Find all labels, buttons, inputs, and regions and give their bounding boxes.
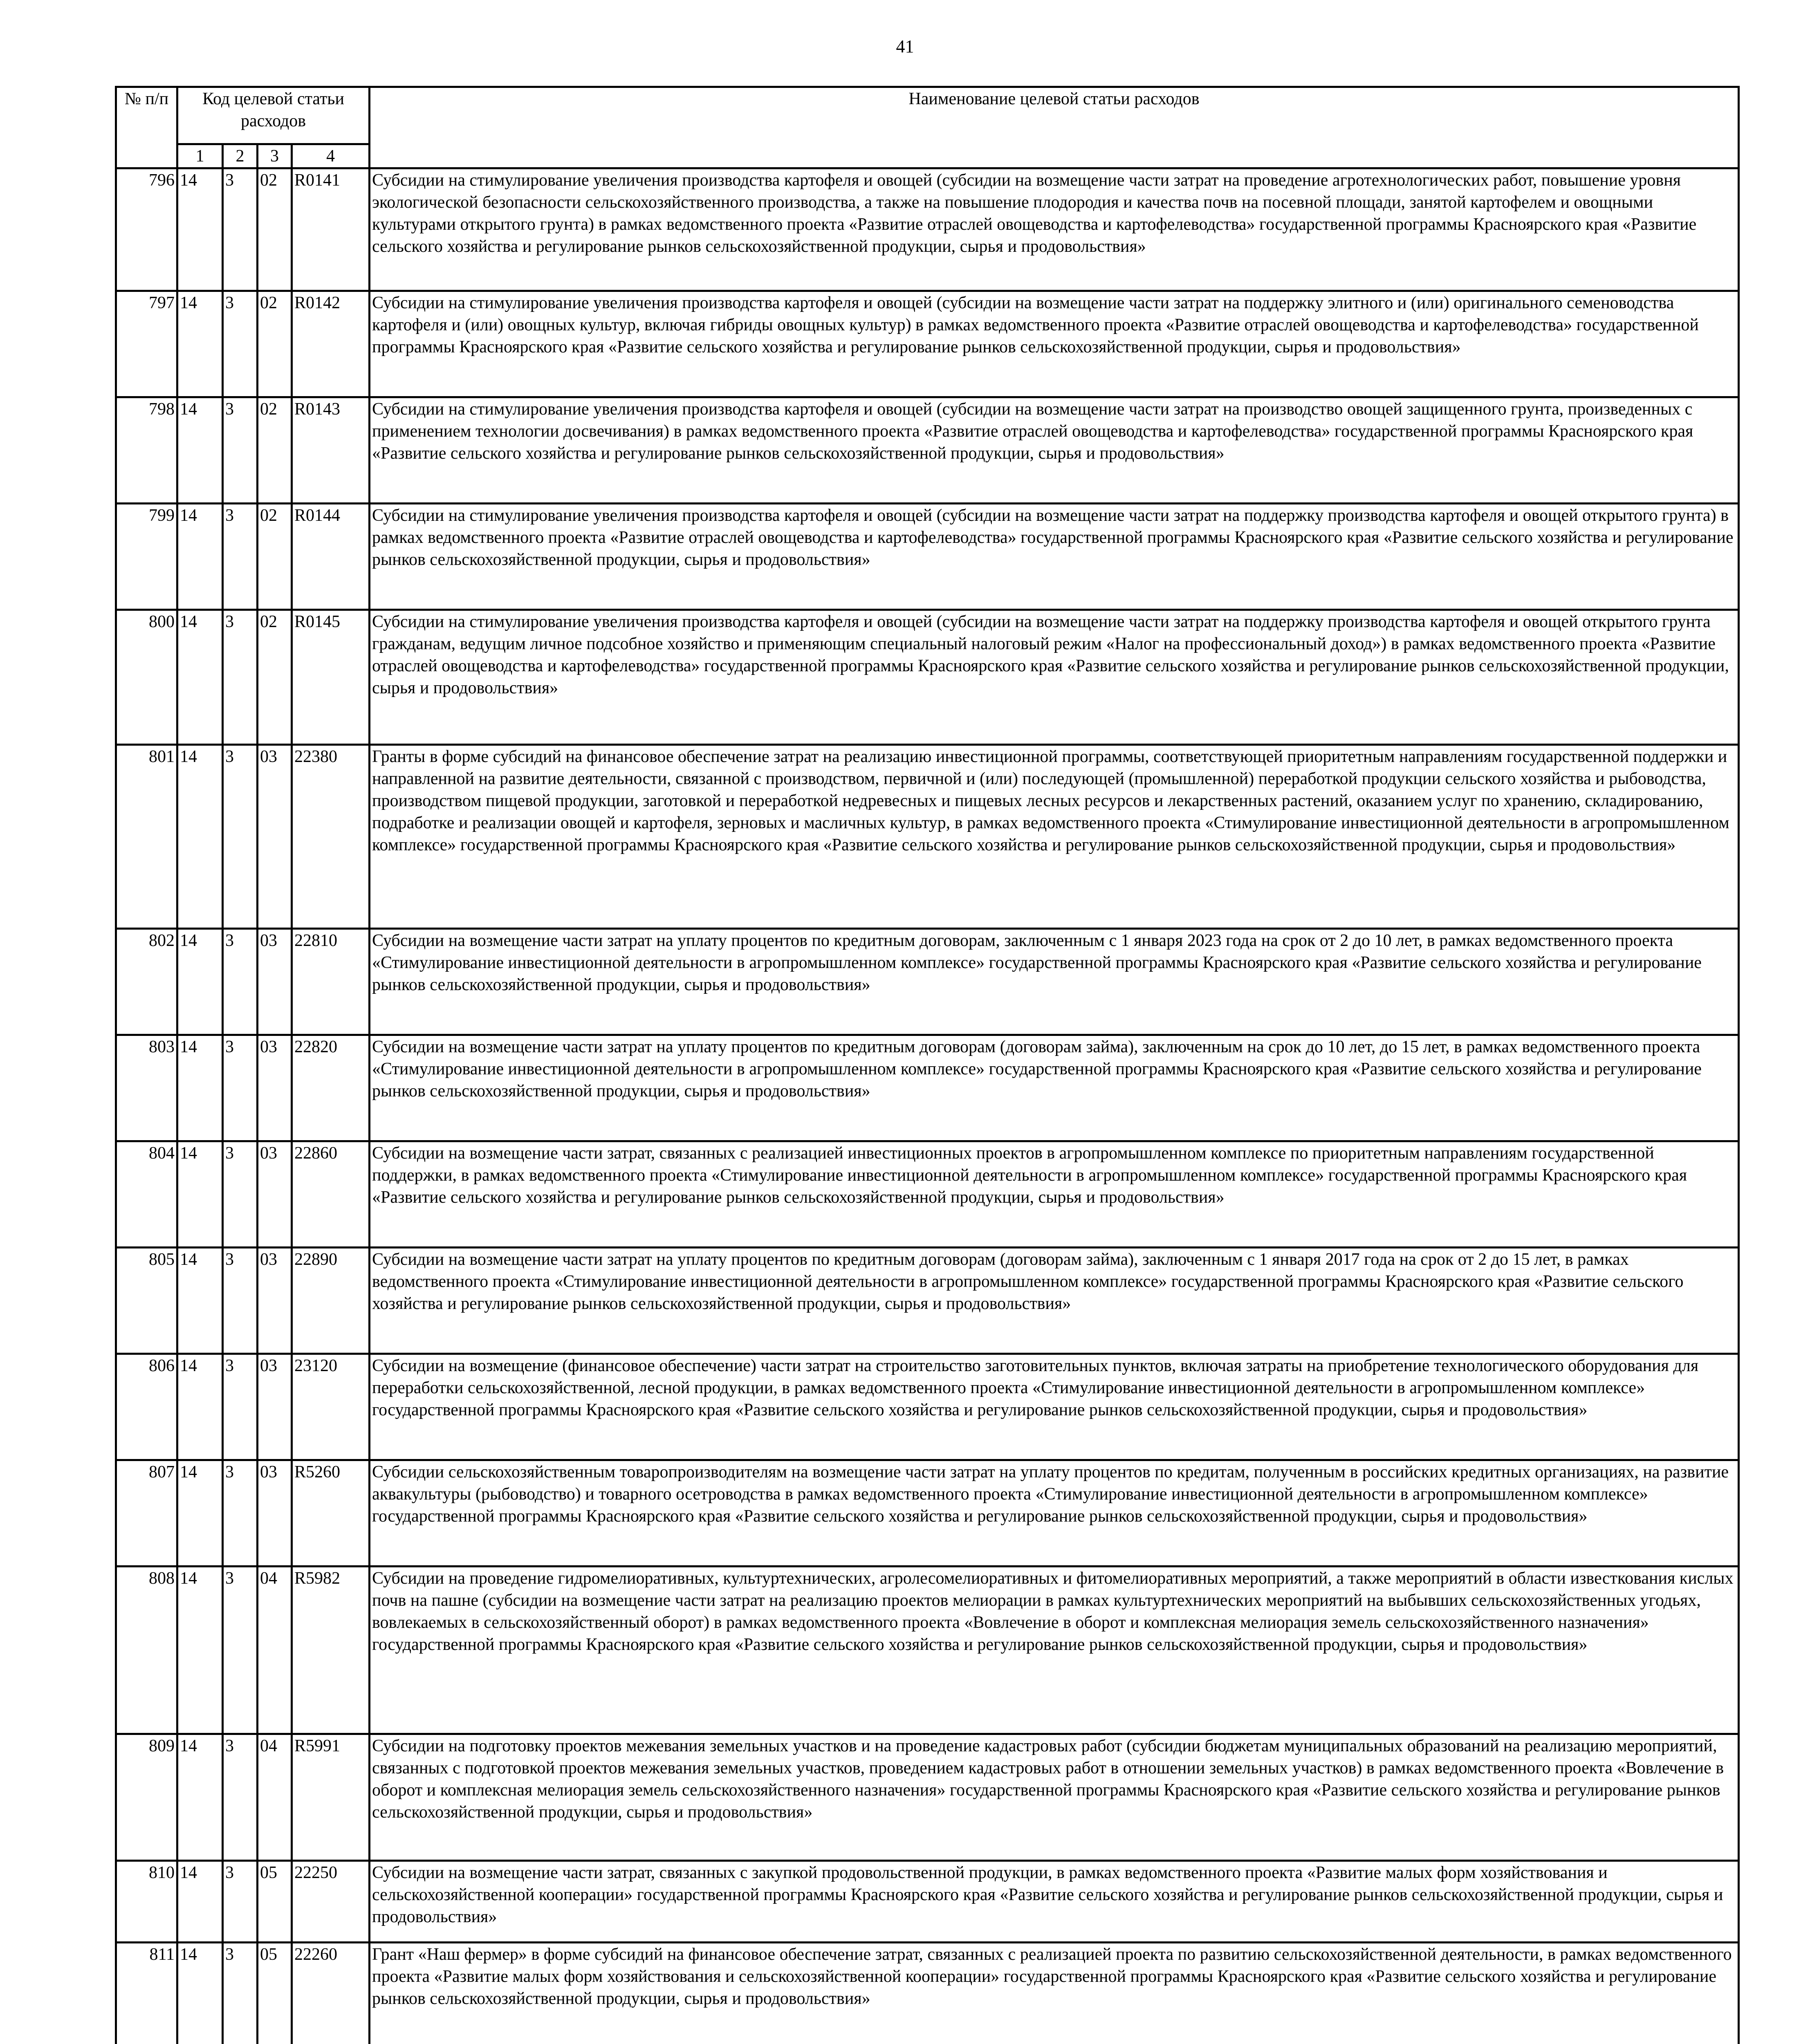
target-item-name: Субсидии на возмещение части затрат на уплату процентов по кредитным договорам (договорам займа), заключенным с 1 января 2017 года на срок от 2 до 15 лет, в рамках ведомственного проекта «Стимулирование инвестиционной деятельности в агропромышленном комплексе» государственной программы Красноярского края «Развитие сельского хозяйства и регулирование рынков сельскохозяйственной продукции, сырья и продовольствия» [370, 1248, 1739, 1354]
table-row [116, 1734, 1739, 1861]
code-part-2: 3 [223, 291, 258, 397]
table-row [116, 291, 1739, 397]
code-part-1: 14 [177, 1460, 223, 1567]
code-part-3: 02 [258, 291, 292, 397]
code-part-1: 14 [177, 1354, 223, 1460]
code-part-1: 14 [177, 1734, 223, 1861]
code-part-4: R5260 [292, 1460, 370, 1567]
target-item-name: Субсидии на стимулирование увеличения производства картофеля и овощей (субсидии на возмещение части затрат на поддержку производства картофеля и овощей открытого грунта) в рамках ведомственного проекта «Развитие отраслей овощеводства и картофелеводства» государственной программы Красноярского края «Развитие сельского хозяйства и регулирование рынков сельскохозяйственной продукции, сырья и продовольствия» [370, 504, 1739, 610]
code-part-1: 14 [177, 1567, 223, 1734]
code-part-2: 3 [223, 397, 258, 504]
header-name: Наименование целевой статьи расходов [370, 87, 1739, 168]
code-part-2: 3 [223, 1861, 258, 1943]
table-row [116, 168, 1739, 291]
column-number: 3 [258, 144, 292, 168]
table-row [116, 1248, 1739, 1354]
code-part-4: 22260 [292, 1943, 370, 2044]
table-row [116, 1567, 1739, 1734]
code-part-2: 3 [223, 929, 258, 1035]
code-part-2: 3 [223, 745, 258, 929]
row-number: 807 [116, 1460, 177, 1567]
target-item-name: Субсидии на возмещение части затрат, связанных с закупкой продовольственной продукции, в рамках ведомственного проекта «Развитие малых форм хозяйствования и сельскохозяйственной кооперации» государственной программы Красноярского края «Развитие сельского хозяйства и регулирование рынков сельскохозяйственной продукции, сырья и продовольствия» [370, 1861, 1739, 1943]
row-number: 798 [116, 397, 177, 504]
code-part-1: 14 [177, 1943, 223, 2044]
header-num: № п/п [116, 87, 177, 168]
table-row [116, 397, 1739, 504]
table-row [116, 1861, 1739, 1943]
target-item-name: Субсидии на стимулирование увеличения производства картофеля и овощей (субсидии на возмещение части затрат на поддержку элитного и (или) оригинального семеноводства картофеля и (или) овощных культур, включая гибриды овощных культур) в рамках ведомственного проекта «Развитие отраслей овощеводства и картофелеводства» государственной программы Красноярского края «Развитие сельского хозяйства и регулирование рынков сельскохозяйственной продукции, сырья и продовольствия» [370, 291, 1739, 397]
code-part-1: 14 [177, 610, 223, 745]
code-part-2: 3 [223, 1943, 258, 2044]
code-part-1: 14 [177, 291, 223, 397]
code-part-4: R0143 [292, 397, 370, 504]
code-part-4: R0144 [292, 504, 370, 610]
code-part-3: 05 [258, 1943, 292, 2044]
row-number: 803 [116, 1035, 177, 1141]
code-part-2: 3 [223, 504, 258, 610]
code-part-3: 03 [258, 1460, 292, 1567]
column-number: 1 [177, 144, 223, 168]
target-item-name: Субсидии на подготовку проектов межевания земельных участков и на проведение кадастровых работ (субсидии бюджетам муниципальных образований на реализацию мероприятий, связанных с подготовкой проектов межевания земельных участков, проведением кадастровых работ в отношении земельных участков) в рамках ведомственного проекта «Вовлечение в оборот и комплексная мелиорация земель сельскохозяйственного назначения» государственной программы Красноярского края «Развитие сельского хозяйства и регулирование рынков сельскохозяйственной продукции, сырья и продовольствия» [370, 1734, 1739, 1861]
table-row [116, 1460, 1739, 1567]
target-item-name: Грант «Наш фермер» в форме субсидий на финансовое обеспечение затрат, связанных с реализацией проекта по развитию сельскохозяйственной деятельности, в рамках ведомственного проекта «Развитие малых форм хозяйствования и сельскохозяйственной кооперации» государственной программы Красноярского края «Развитие сельского хозяйства и регулирование рынков сельскохозяйственной продукции, сырья и продовольствия» [370, 1943, 1739, 2044]
code-part-1: 14 [177, 397, 223, 504]
code-part-4: R0142 [292, 291, 370, 397]
target-item-name: Субсидии на стимулирование увеличения производства картофеля и овощей (субсидии на возмещение части затрат на поддержку производства картофеля и овощей открытого грунта гражданам, ведущим личное подсобное хозяйство и применяющим специальный налоговый режим «Налог на профессиональный доход») в рамках ведомственного проекта «Развитие отраслей овощеводства и картофелеводства» государственной программы Красноярского края «Развитие сельского хозяйства и регулирование рынков сельскохозяйственной продукции, сырья и продовольствия» [370, 610, 1739, 745]
row-number: 799 [116, 504, 177, 610]
code-part-1: 14 [177, 929, 223, 1035]
target-item-name: Гранты в форме субсидий на финансовое обеспечение затрат на реализацию инвестиционной программы, соответствующей приоритетным направлениям государственной поддержки и направленной на развитие деятельности, связанной с производством, первичной и (или) последующей (промышленной) переработкой продукции сельского хозяйства и рыбоводства, производством пищевой продукции, заготовкой и переработкой недревесных и пищевых лесных ресурсов и лекарственных растений, оказанием услуг по хранению, складированию, подработке и реализации овощей и картофеля, зерновых и масличных культур, в рамках ведомственного проекта «Стимулирование инвестиционной деятельности в агропромышленном комплексе» государственной программы Красноярского края «Развитие сельского хозяйства и регулирование рынков сельскохозяйственной продукции, сырья и продовольствия» [370, 745, 1739, 929]
code-part-3: 03 [258, 1248, 292, 1354]
code-part-3: 04 [258, 1567, 292, 1734]
code-part-3: 03 [258, 1354, 292, 1460]
code-part-4: 22890 [292, 1248, 370, 1354]
code-part-4: R5991 [292, 1734, 370, 1861]
code-part-2: 3 [223, 1460, 258, 1567]
code-part-1: 14 [177, 1035, 223, 1141]
code-part-3: 03 [258, 1141, 292, 1248]
code-part-1: 14 [177, 168, 223, 291]
target-item-name: Субсидии на возмещение (финансовое обеспечение) части затрат на строительство заготовительных пунктов, включая затраты на приобретение технологического оборудования для переработки сельскохозяйственной, лесной продукции, в рамках ведомственного проекта «Стимулирование инвестиционной деятельности в агропромышленном комплексе» государственной программы Красноярского края «Развитие сельского хозяйства и регулирование рынков сельскохозяйственной продукции, сырья и продовольствия» [370, 1354, 1739, 1460]
code-part-3: 05 [258, 1861, 292, 1943]
column-number: 2 [223, 144, 258, 168]
row-number: 800 [116, 610, 177, 745]
column-number: 4 [292, 144, 370, 168]
code-part-1: 14 [177, 504, 223, 610]
code-part-4: 22380 [292, 745, 370, 929]
target-item-name: Субсидии на возмещение части затрат на уплату процентов по кредитным договорам, заключенным с 1 января 2023 года на срок от 2 до 10 лет, в рамках ведомственного проекта «Стимулирование инвестиционной деятельности в агропромышленном комплексе» государственной программы Красноярского края «Развитие сельского хозяйства и регулирование рынков сельскохозяйственной продукции, сырья и продовольствия» [370, 929, 1739, 1035]
code-part-2: 3 [223, 1734, 258, 1861]
header-code: Код целевой статьи расходов [177, 87, 370, 144]
row-number: 804 [116, 1141, 177, 1248]
code-part-4: 22860 [292, 1141, 370, 1248]
table-row [116, 504, 1739, 610]
target-item-name: Субсидии на возмещение части затрат на уплату процентов по кредитным договорам (договорам займа), заключенным на срок до 10 лет, до 15 лет, в рамках ведомственного проекта «Стимулирование инвестиционной деятельности в агропромышленном комплексе» государственной программы Красноярского края «Развитие сельского хозяйства и регулирование рынков сельскохозяйственной продукции, сырья и продовольствия» [370, 1035, 1739, 1141]
row-number: 811 [116, 1943, 177, 2044]
code-part-2: 3 [223, 1354, 258, 1460]
code-part-2: 3 [223, 1248, 258, 1354]
row-number: 808 [116, 1567, 177, 1734]
code-part-3: 02 [258, 504, 292, 610]
table-header-row [116, 87, 1739, 144]
code-part-2: 3 [223, 610, 258, 745]
row-number: 809 [116, 1734, 177, 1861]
table-row [116, 745, 1739, 929]
code-part-2: 3 [223, 1141, 258, 1248]
row-number: 810 [116, 1861, 177, 1943]
row-number: 806 [116, 1354, 177, 1460]
target-item-name: Субсидии на стимулирование увеличения производства картофеля и овощей (субсидии на возмещение части затрат на проведение агротехнологических работ, повышение уровня экологической безопасности сельскохозяйственного производства, а также на повышение плодородия и качества почв на посевной площади, занятой картофелем и овощными культурами открытого грунта) в рамках ведомственного проекта «Развитие отраслей овощеводства и картофелеводства» государственной программы Красноярского края «Развитие сельского хозяйства и регулирование рынков сельскохозяйственной продукции, сырья и продовольствия» [370, 168, 1739, 291]
target-item-name: Субсидии на возмещение части затрат, связанных с реализацией инвестиционных проектов в агропромышленном комплексе по приоритетным направлениям государственной поддержки, в рамках ведомственного проекта «Стимулирование инвестиционной деятельности в агропромышленном комплексе» государственной программы Красноярского края «Развитие сельского хозяйства и регулирование рынков сельскохозяйственной продукции, сырья и продовольствия» [370, 1141, 1739, 1248]
code-part-1: 14 [177, 745, 223, 929]
table-row [116, 1035, 1739, 1141]
code-part-4: R0145 [292, 610, 370, 745]
row-number: 802 [116, 929, 177, 1035]
code-part-3: 03 [258, 745, 292, 929]
code-part-4: 22810 [292, 929, 370, 1035]
code-part-1: 14 [177, 1861, 223, 1943]
target-item-name: Субсидии на стимулирование увеличения производства картофеля и овощей (субсидии на возмещение части затрат на производство овощей защищенного грунта, произведенных с применением технологии досвечивания) в рамках ведомственного проекта «Развитие отраслей овощеводства и картофелеводства» государственной программы Красноярского края «Развитие сельского хозяйства и регулирование рынков сельскохозяйственной продукции, сырья и продовольствия» [370, 397, 1739, 504]
row-number: 801 [116, 745, 177, 929]
code-part-4: 22820 [292, 1035, 370, 1141]
page-number: 41 [896, 36, 914, 56]
target-item-name: Субсидии сельскохозяйственным товаропроизводителям на возмещение части затрат на уплату процентов по кредитам, полученным в российских кредитных организациях, на развитие аквакультуры (рыбоводство) и товарного осетроводства в рамках ведомственного проекта «Стимулирование инвестиционной деятельности в агропромышленном комплексе» государственной программы Красноярского края «Развитие сельского хозяйства и регулирование рынков сельскохозяйственной продукции, сырья и продовольствия» [370, 1460, 1739, 1567]
code-part-3: 04 [258, 1734, 292, 1861]
table-row [116, 1141, 1739, 1248]
code-part-4: 22250 [292, 1861, 370, 1943]
table-row [116, 1354, 1739, 1460]
row-number: 797 [116, 291, 177, 397]
code-part-2: 3 [223, 1035, 258, 1141]
code-part-1: 14 [177, 1141, 223, 1248]
code-part-1: 14 [177, 1248, 223, 1354]
table-row [116, 1943, 1739, 2044]
code-part-4: R0141 [292, 168, 370, 291]
code-part-3: 03 [258, 1035, 292, 1141]
code-part-4: R5982 [292, 1567, 370, 1734]
target-item-name: Субсидии на проведение гидромелиоративных, культуртехнических, агролесомелиоративных и фитомелиоративных мероприятий, а также мероприятий в области известкования кислых почв на пашне (субсидии на возмещение части затрат на реализацию проектов мелиорации в рамках культуртехнических мероприятий на выбывших сельскохозяйственных угодьях, вовлекаемых в сельскохозяйственный оборот) в рамках ведомственного проекта «Вовлечение в оборот и комплексная мелиорация земель сельскохозяйственного назначения» государственной программы Красноярского края «Развитие сельского хозяйства и регулирование рынков сельскохозяйственной продукции, сырья и продовольствия» [370, 1567, 1739, 1734]
row-number: 796 [116, 168, 177, 291]
target-items-table [115, 86, 1740, 2044]
code-part-2: 3 [223, 168, 258, 291]
table-row [116, 610, 1739, 745]
code-part-3: 02 [258, 397, 292, 504]
code-part-3: 03 [258, 929, 292, 1035]
code-part-4: 23120 [292, 1354, 370, 1460]
code-part-2: 3 [223, 1567, 258, 1734]
code-part-3: 02 [258, 610, 292, 745]
code-part-3: 02 [258, 168, 292, 291]
table-row [116, 929, 1739, 1035]
row-number: 805 [116, 1248, 177, 1354]
